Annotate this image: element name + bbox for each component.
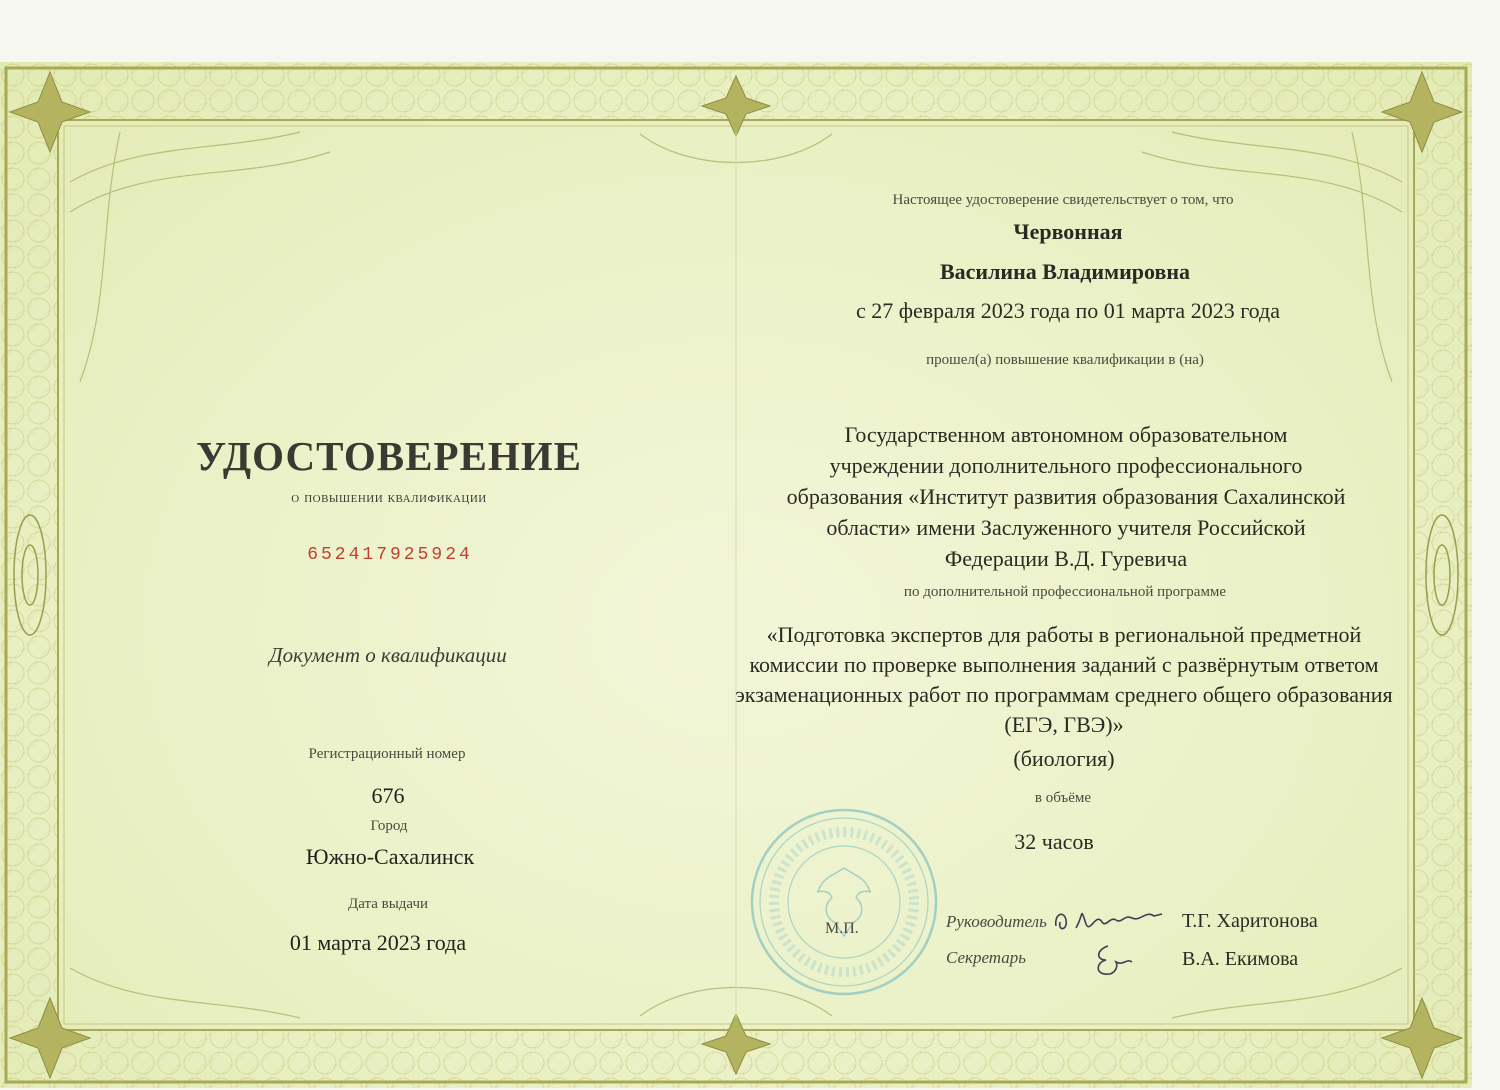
recipient-given-names: Василина Владимировна [939,259,1191,284]
registration-number: 676 [371,783,405,808]
program-name: «Подготовка экспертов для работы в региональной предметной комиссии по проверке выполнения заданий с развёрнутым ответом экзаменационных работ по программам среднего общего образования (ЕГЭ, ГВЭ)» [735,622,1393,737]
secretary-name: В.А. Екимова [1182,948,1299,970]
head-signature [1050,896,1170,940]
secretary-role: Секретарь [946,948,1026,967]
head-role: Руководитель [946,912,1047,931]
institution-name: Государственном автономном образовательном учреждении дополнительного профессионального образования «Институт развития образования Сахалинской области» имени Заслуженного учителя Российской Федерации В.Д. Гуревича [786,422,1346,571]
secretary-signature [1086,936,1146,986]
intro-text: Настоящее удостоверение свидетельствует о том, что [892,192,1234,208]
serial-number: 652417925924 [307,545,473,565]
head-name: Т.Г. Харитонова [1182,910,1318,932]
issue-date: 01 марта 2023 года [289,930,467,955]
official-stamp [748,806,940,998]
volume-label: в объёме [1034,790,1092,806]
city-value: Южно-Сахалинск [305,844,475,869]
document-type: Документ о квалификации [269,643,507,667]
certificate-title: УДОСТОВЕРЕНИЕ [195,433,583,479]
training-period: с 27 февраля 2023 года по 01 марта 2023 года [856,298,1280,323]
certificate-sheet [0,62,1472,1088]
recipient-surname: Червонная [1013,219,1123,244]
issue-date-label: Дата выдачи [347,896,429,912]
certificate-subtitle: о повышении квалификации [291,489,487,506]
stamp-label: М.П. [825,920,859,937]
program-subject: (биология) [1013,746,1115,771]
ornamental-border [0,62,1472,1088]
passed-label: прошел(а) повышение квалификации в (на) [926,352,1204,368]
hours-value: 32 часов [1014,829,1094,854]
city-label: Город [370,818,408,834]
program-label: по дополнительной профессиональной программе [903,584,1227,600]
registration-label: Регистрационный номер [308,746,466,762]
